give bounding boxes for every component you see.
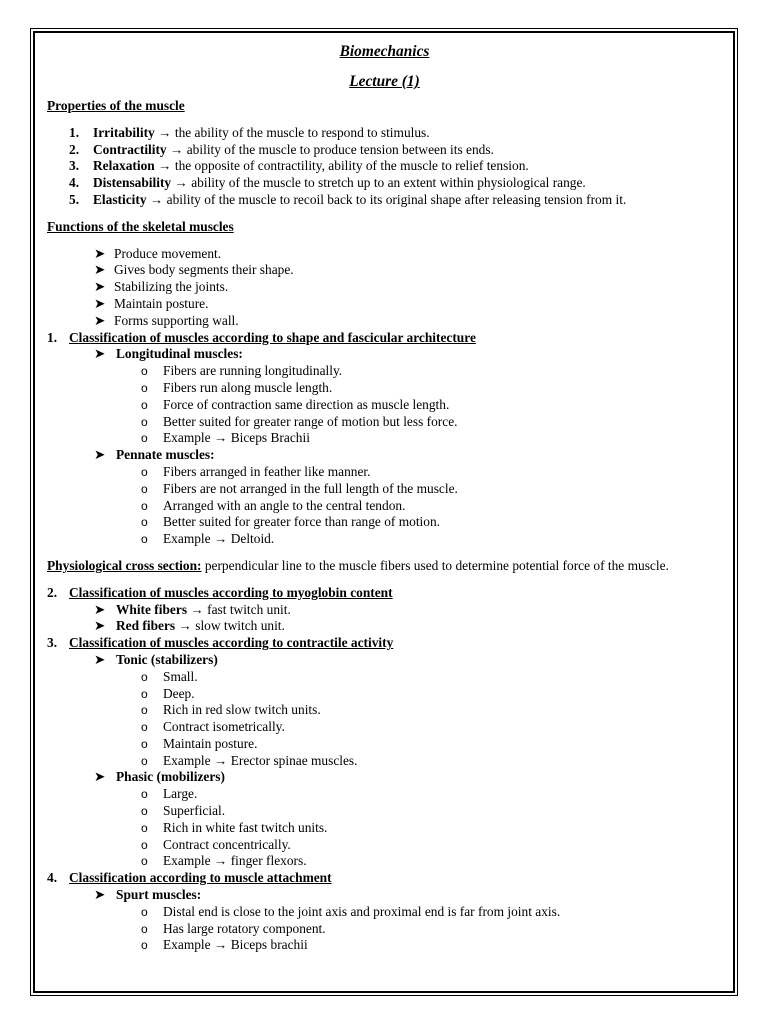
circle-bullet-icon: o xyxy=(141,753,148,768)
classification-heading: 4. Classification according to muscle attachment xyxy=(47,870,332,886)
circle-bullet-icon: o xyxy=(141,703,148,718)
list-item: ➤ Maintain posture. xyxy=(94,295,209,311)
arrow-icon: → xyxy=(174,175,188,191)
list-item: o Example → Deltoid. xyxy=(141,531,275,547)
list-item: o Rich in white fast twitch units. xyxy=(141,819,328,835)
properties-list xyxy=(47,125,722,209)
arrow-icon: → xyxy=(213,430,228,446)
circle-bullet-icon: o xyxy=(141,736,148,751)
circle-bullet-icon: o xyxy=(141,397,148,412)
subheading: ➤ Pennate muscles: xyxy=(94,447,215,463)
list-item: o Example → finger flexors. xyxy=(141,853,307,869)
list-item: o Has large rotatory component. xyxy=(141,920,326,936)
arrow-icon: → xyxy=(178,618,192,634)
arrow-icon: → xyxy=(190,601,204,617)
list-item: o Fibers are not arranged in the full length of the muscle. xyxy=(141,480,458,496)
circle-bullet-icon: o xyxy=(141,921,148,936)
list-item: o Superficial. xyxy=(141,803,226,819)
list-item: o Small. xyxy=(141,668,198,684)
property-item: 3. Relaxation → the opposite of contractility, ability of the muscle to relief tension. xyxy=(69,158,529,174)
circle-bullet-icon: o xyxy=(141,464,148,479)
list-item: o Force of contraction same direction as muscle length. xyxy=(141,396,450,412)
list-item: o Fibers arranged in feather like manner. xyxy=(141,463,371,479)
functions-heading: Functions of the skeletal muscles xyxy=(47,218,234,234)
circle-bullet-icon: o xyxy=(141,787,148,802)
classification-heading: 2. Classification of muscles according to myoglobin content xyxy=(47,584,393,600)
arrow-icon: → xyxy=(158,124,172,140)
circle-bullet-icon: o xyxy=(141,904,148,919)
list-item: o Fibers run along muscle length. xyxy=(141,379,333,395)
list-item: ➤ Produce movement. xyxy=(94,245,222,261)
list-item: ➤ Red fibers → slow twitch unit. xyxy=(94,618,285,634)
circle-bullet-icon: o xyxy=(141,498,148,513)
subheading: ➤ Tonic (stabilizers) xyxy=(94,651,218,667)
arrowhead-bullet-icon: ➤ xyxy=(94,618,106,634)
circle-bullet-icon: o xyxy=(141,669,148,684)
circle-bullet-icon: o xyxy=(141,720,148,735)
arrowhead-bullet-icon: ➤ xyxy=(94,769,106,785)
list-item: o Better suited for greater force than range of motion. xyxy=(141,514,440,530)
circle-bullet-icon: o xyxy=(141,515,148,530)
list-item: ➤ White fibers → fast twitch unit. xyxy=(94,601,291,617)
list-item: ➤ Stabilizing the joints. xyxy=(94,279,229,295)
list-item: o Fibers are running longitudinally. xyxy=(141,363,343,379)
list-item: o Distal end is close to the joint axis and proximal end is far from joint axis. xyxy=(141,903,561,919)
circle-bullet-icon: o xyxy=(141,414,148,429)
classification-heading: 3. Classification of muscles according to contractile activity xyxy=(47,635,394,651)
list-item: o Example → Biceps Brachii xyxy=(141,430,310,446)
arrow-icon: → xyxy=(213,937,228,953)
property-item: 4. Distensability → ability of the muscle to stretch up to an extent within physiological range. xyxy=(69,175,586,191)
arrowhead-bullet-icon: ➤ xyxy=(94,279,106,295)
property-item: 2. Contractility → ability of the muscle to produce tension between its ends. xyxy=(69,141,494,157)
arrowhead-bullet-icon: ➤ xyxy=(94,601,106,617)
arrow-icon: → xyxy=(213,752,228,768)
circle-bullet-icon: o xyxy=(141,854,148,869)
arrowhead-bullet-icon: ➤ xyxy=(94,651,106,667)
circle-bullet-icon: o xyxy=(141,364,148,379)
arrowhead-bullet-icon: ➤ xyxy=(94,312,106,328)
list-item: o Example → Erector spinae muscles. xyxy=(141,752,358,768)
subheading: ➤ Phasic (mobilizers) xyxy=(94,769,225,785)
document-subtitle: Lecture (1) xyxy=(349,73,420,90)
circle-bullet-icon: o xyxy=(141,820,148,835)
properties-heading: Properties of the muscle xyxy=(47,98,185,113)
subheading: ➤ Longitudinal muscles: xyxy=(94,346,243,362)
circle-bullet-icon: o xyxy=(141,804,148,819)
document-title: Biomechanics xyxy=(339,43,430,60)
circle-bullet-icon: o xyxy=(141,532,148,547)
subheading: ➤ Spurt muscles: xyxy=(94,887,202,903)
circle-bullet-icon: o xyxy=(141,938,148,953)
arrowhead-bullet-icon: ➤ xyxy=(94,887,106,903)
list-item: o Deep. xyxy=(141,685,195,701)
circle-bullet-icon: o xyxy=(141,380,148,395)
property-item: 1. Irritability → the ability of the muscle to respond to stimulus. xyxy=(69,124,430,140)
list-item: ➤ Gives body segments their shape. xyxy=(94,262,294,278)
arrowhead-bullet-icon: ➤ xyxy=(94,295,106,311)
arrowhead-bullet-icon: ➤ xyxy=(94,262,106,278)
functions-list xyxy=(47,246,722,330)
arrow-icon: → xyxy=(170,141,184,157)
list-item: o Large. xyxy=(141,786,198,802)
list-item: o Better suited for greater range of motion but less force. xyxy=(141,413,458,429)
list-item: o Example → Biceps brachii xyxy=(141,937,308,953)
arrowhead-bullet-icon: ➤ xyxy=(94,447,106,463)
circle-bullet-icon: o xyxy=(141,431,148,446)
circle-bullet-icon: o xyxy=(141,686,148,701)
arrowhead-bullet-icon: ➤ xyxy=(94,346,106,362)
physiological-cross-section-paragraph: Physiological cross section: perpendicular line to the muscle fibers used to determine potential force of the muscle. xyxy=(47,557,669,573)
arrowhead-bullet-icon: ➤ xyxy=(94,245,106,261)
list-item: ➤ Forms supporting wall. xyxy=(94,312,239,328)
arrow-icon: → xyxy=(158,158,172,174)
classification-heading: 1. Classification of muscles according to shape and fascicular architecture xyxy=(47,329,476,345)
list-item: o Maintain posture. xyxy=(141,735,258,751)
arrow-icon: → xyxy=(213,531,228,547)
circle-bullet-icon: o xyxy=(141,481,148,496)
list-item: o Arranged with an angle to the central tendon. xyxy=(141,497,406,513)
list-item: o Contract concentrically. xyxy=(141,836,291,852)
arrow-icon: → xyxy=(213,853,228,869)
arrow-icon: → xyxy=(149,191,164,207)
property-item: 5. Elasticity → ability of the muscle to recoil back to its original shape after releasing tension from it. xyxy=(69,191,627,207)
document-body xyxy=(47,42,722,954)
list-item: o Contract isometrically. xyxy=(141,719,285,735)
list-item: o Rich in red slow twitch units. xyxy=(141,702,321,718)
circle-bullet-icon: o xyxy=(141,837,148,852)
